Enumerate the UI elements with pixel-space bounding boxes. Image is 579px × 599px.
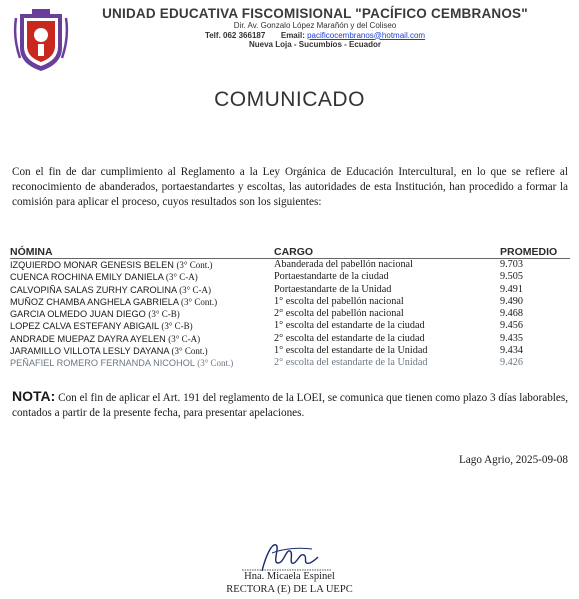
table-header-row: [10, 240, 570, 259]
header-cargo: CARGO: [274, 240, 500, 259]
row-cargo: Portaestandarte de la ciudad: [274, 271, 389, 283]
letterhead: [80, 6, 550, 50]
row-name: MUÑOZ CHAMBA ANGHELA GABRIELA (3° Cont.): [10, 296, 218, 307]
row-score: 9.490: [500, 295, 523, 307]
place-date: Lago Agrio, 2025-09-08: [458, 454, 568, 466]
school-address: Dir. Av. Gonzalo López Marañón y del Coliseo: [233, 21, 397, 30]
header-name: NÓMINA: [10, 240, 274, 259]
row-name: JARAMILLO VILLOTA LESLY DAYANA (3° Cont.): [10, 346, 208, 357]
row-cargo: 1° escolta del pabellón nacional: [274, 295, 404, 307]
phone-label: Telf.: [204, 30, 221, 40]
table-row: [10, 308, 570, 320]
row-cargo: 1° escolta del estandarte de la ciudad: [274, 320, 425, 332]
row-name: GARCIA OLMEDO JUAN DIEGO (3° C-B): [10, 309, 180, 320]
signer-name: Hna. Micaela Espinel: [244, 571, 335, 582]
row-score: 9.426: [500, 357, 523, 369]
row-score: 9.435: [500, 332, 523, 344]
row-score: 9.505: [500, 271, 523, 283]
row-name: CALVOPIÑA SALAS ZURHY CAROLINA (3° C-A): [10, 284, 212, 295]
table-row: [10, 320, 570, 332]
school-location: Nueva Loja - Sucumbíos - Ecuador: [248, 40, 382, 49]
row-name: LOPEZ CALVA ESTEFANY ABIGAIL (3° C-B): [10, 321, 193, 332]
school-crest-icon: [12, 8, 70, 74]
note-text: Con el fin de aplicar el Art. 191 del reglamento de la LOEI, se comunica que tienen como plazo 3 días laborables, contados a partir de la presente fecha, para presentar apelaciones.: [12, 392, 569, 419]
table-row: [10, 296, 570, 308]
row-score: 9.456: [500, 320, 523, 332]
row-name: PEÑAFIEL ROMERO FERNANDA NICOHOL (3° Cont.): [10, 358, 234, 369]
row-score: 9.468: [500, 308, 523, 320]
row-cargo: Abanderada del pabellón nacional: [274, 259, 413, 270]
table-row: [10, 357, 570, 369]
row-name: CUENCA ROCHINA EMILY DANIELA (3° C-A): [10, 272, 198, 283]
table-row: [10, 345, 570, 357]
phone-number: 062 366187: [223, 30, 266, 40]
row-score: 9.703: [500, 259, 523, 270]
table-row: [10, 271, 570, 283]
contact-line: [80, 31, 550, 41]
row-cargo: 1° escolta del estandarte de la Unidad: [274, 345, 428, 357]
row-cargo: 2° escolta del estandarte de la ciudad: [274, 332, 425, 344]
row-cargo: 2° escolta del pabellón nacional: [274, 308, 404, 320]
row-name: IZQUIERDO MONAR GENESIS BELEN (3° Cont.): [10, 260, 213, 270]
row-cargo: Portaestandarte de la Unidad: [274, 283, 392, 295]
email-label: Email:: [280, 30, 305, 40]
row-cargo: 2° escolta del estandarte de la Unidad: [274, 357, 428, 369]
email-link[interactable]: pacificocembranos@hotmail.com: [307, 30, 426, 40]
table-row: [10, 333, 570, 345]
table-row: [10, 284, 570, 296]
note-paragraph: [12, 389, 568, 421]
row-name: ANDRADE MUEPAZ DAYRA AYELEN (3° C-A): [10, 333, 201, 344]
intro-paragraph: Con el fin de dar cumplimiento al Reglamento a la Ley Orgánica de Educación Intercultural, en lo que se refiere al reconocimiento de abanderados, portaestandartes y escoltas, las autoridades de esta Institución, han procedido a formar la comisión para aplicar el proceso, cuyos resultados son los siguientes:: [12, 166, 568, 208]
row-score: 9.491: [500, 283, 523, 295]
table-row: [10, 259, 570, 272]
note-label: NOTA:: [12, 388, 56, 404]
row-score: 9.434: [500, 345, 523, 357]
signer-role: RECTORA (E) DE LA UEPC: [226, 584, 353, 595]
results-table: [10, 240, 570, 370]
document-title: COMUNICADO: [214, 88, 365, 111]
header-score: PROMEDIO: [500, 240, 570, 259]
school-name: UNIDAD EDUCATIVA FISCOMISIONAL "PACÍFICO CEMBRANOS": [102, 6, 528, 21]
